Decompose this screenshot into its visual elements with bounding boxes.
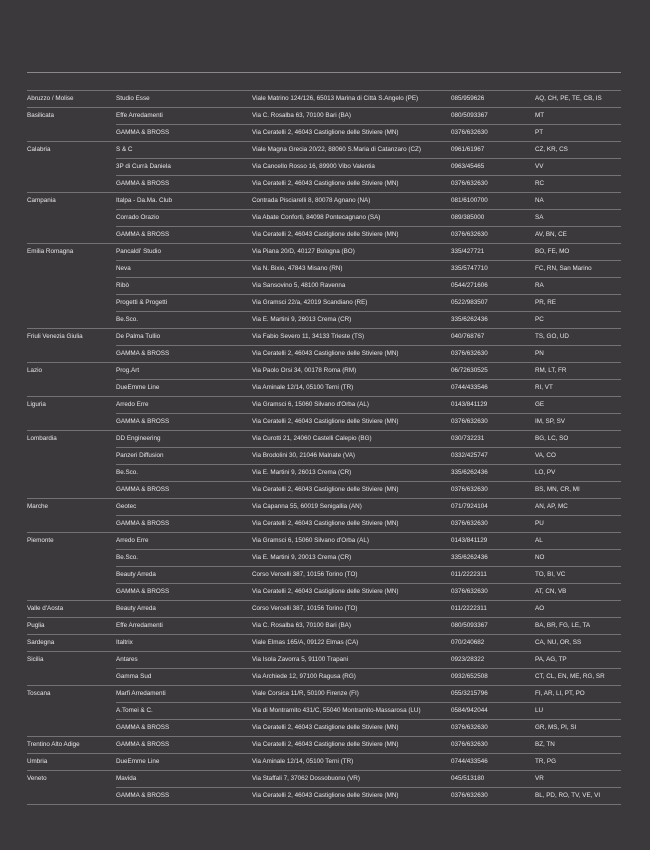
provinces-cell: BL, PD, RO, TV, VE, VI <box>535 788 621 805</box>
region-cell: Veneto <box>27 775 47 782</box>
region-cell <box>27 210 116 227</box>
dealer-name-cell: GAMMA & BROSS <box>116 346 252 363</box>
region-cell <box>27 550 116 567</box>
region-cell: Basilicata <box>27 112 54 119</box>
phone-cell: 335/6262436 <box>451 312 535 329</box>
phone-cell: 0376/632630 <box>451 516 535 533</box>
dealer-name-cell: A.Tomei & C. <box>116 703 252 720</box>
address-cell: Via Sansovino 5, 48100 Ravenna <box>252 278 451 295</box>
dealer-name-cell: Prog.Art <box>116 363 252 380</box>
region-cell: Lazio <box>27 367 43 374</box>
dealer-name-cell: GAMMA & BROSS <box>116 720 252 737</box>
region-cell: Campania <box>27 197 56 204</box>
provinces-cell: TS, GO, UD <box>535 329 621 346</box>
table-row <box>27 652 621 669</box>
phone-cell: 0376/632630 <box>451 346 535 363</box>
table-row <box>27 482 621 499</box>
region-cell <box>27 788 116 805</box>
table-row <box>27 618 621 635</box>
phone-cell: 335/6262436 <box>451 550 535 567</box>
phone-cell: 0744/433546 <box>451 754 535 771</box>
address-cell: Via Ceratelli 2, 46043 Castiglione delle Stiviere (MN) <box>252 516 451 533</box>
dealer-name-cell: Pancaldi' Studio <box>116 244 252 261</box>
phone-cell: 335/6262436 <box>451 465 535 482</box>
provinces-cell: VR <box>535 771 621 788</box>
dealer-name-cell: Effe Arredamenti <box>116 108 252 125</box>
region-cell <box>27 261 116 278</box>
phone-cell: 0744/433546 <box>451 380 535 397</box>
table-row <box>27 108 621 125</box>
dealer-name-cell: 3P di Currà Daniela <box>116 159 252 176</box>
dealer-table <box>27 90 621 805</box>
table-row <box>27 329 621 346</box>
dealer-table-body <box>27 91 621 805</box>
address-cell: Corso Vercelli 387, 10156 Torino (TO) <box>252 567 451 584</box>
region-cell: Puglia <box>27 618 116 635</box>
table-row <box>27 567 621 584</box>
region-cell: Marche <box>27 503 48 510</box>
dealer-name-cell: GAMMA & BROSS <box>116 414 252 431</box>
table-row <box>27 176 621 193</box>
provinces-cell: LU <box>535 703 621 720</box>
dealer-name-cell: GAMMA & BROSS <box>116 788 252 805</box>
phone-cell: 0376/632630 <box>451 788 535 805</box>
table-row <box>27 584 621 601</box>
provinces-cell: FI, AR, LI, PT, PO <box>535 686 621 703</box>
provinces-cell: NO <box>535 550 621 567</box>
table-row <box>27 125 621 142</box>
address-cell: Via C. Rosalba 63, 70100 Bari (BA) <box>252 108 451 125</box>
address-cell: Via Isola Zavorra 5, 91100 Trapani <box>252 652 451 669</box>
region-cell <box>27 584 116 601</box>
provinces-cell: PC <box>535 312 621 329</box>
phone-cell: 0376/632630 <box>451 737 535 754</box>
table-row <box>27 686 621 703</box>
region-cell: Piemonte <box>27 537 54 544</box>
address-cell: Viale Magna Grecia 20/22, 88060 S.Maria di Catanzaro (CZ) <box>252 142 451 159</box>
dealer-name-cell: Ribò <box>116 278 252 295</box>
table-row <box>27 193 621 210</box>
address-cell: Via Gramsci 6, 15060 Silvano d'Orba (AL) <box>252 397 451 414</box>
table-row <box>27 720 621 737</box>
provinces-cell: PR, RE <box>535 295 621 312</box>
table-row <box>27 91 621 108</box>
region-cell <box>27 465 116 482</box>
dealer-name-cell: Neva <box>116 261 252 278</box>
table-row <box>27 703 621 720</box>
region-cell: Sicilia <box>27 656 44 663</box>
address-cell: Via E. Martini 9, 20013 Crema (CR) <box>252 550 451 567</box>
region-cell: Friuli Venezia Giulia <box>27 333 83 340</box>
region-cell <box>27 227 116 244</box>
region-cell <box>27 312 116 329</box>
address-cell: Via E. Martini 9, 26013 Crema (CR) <box>252 312 451 329</box>
dealer-name-cell: Be.Sco. <box>116 550 252 567</box>
phone-cell: 085/959626 <box>451 91 535 108</box>
table-row <box>27 635 621 652</box>
phone-cell: 040/768767 <box>451 329 535 346</box>
table-row <box>27 159 621 176</box>
provinces-cell: RA <box>535 278 621 295</box>
dealer-name-cell: Gamma Sud <box>116 669 252 686</box>
table-row <box>27 380 621 397</box>
phone-cell: 0376/632630 <box>451 414 535 431</box>
dealer-name-cell: Mavida <box>116 771 252 788</box>
address-cell: Via Fabio Severo 11, 34133 Trieste (TS) <box>252 329 451 346</box>
dealer-name-cell: GAMMA & BROSS <box>116 227 252 244</box>
table-row <box>27 210 621 227</box>
region-cell: Lombardia <box>27 435 57 442</box>
provinces-cell: PT <box>535 125 621 142</box>
dealer-name-cell: Arredo Erre <box>116 533 252 550</box>
phone-cell: 071/7924104 <box>451 499 535 516</box>
address-cell: Via Staffali 7, 37062 Dossobuono (VR) <box>252 771 451 788</box>
provinces-cell: TO, BI, VC <box>535 567 621 584</box>
provinces-cell: LO, PV <box>535 465 621 482</box>
provinces-cell: PA, AG, TP <box>535 652 621 669</box>
address-cell: Via Gramsci 22/a, 42019 Scandiano (RE) <box>252 295 451 312</box>
table-row <box>27 669 621 686</box>
region-cell <box>27 346 116 363</box>
dealer-name-cell: Studio Esse <box>116 91 252 108</box>
provinces-cell: BO, FE, MO <box>535 244 621 261</box>
provinces-cell: AT, CN, VB <box>535 584 621 601</box>
phone-cell: 089/385000 <box>451 210 535 227</box>
dealer-name-cell: Be.Sco. <box>116 312 252 329</box>
address-cell: Via N. Bixio, 47843 Misano (RN) <box>252 261 451 278</box>
region-cell <box>27 567 116 584</box>
address-cell: Via Ceratelli 2, 46043 Castiglione delle Stiviere (MN) <box>252 125 451 142</box>
provinces-cell: CA, NU, OR, SS <box>535 635 621 652</box>
provinces-cell: PN <box>535 346 621 363</box>
phone-cell: 0963/45465 <box>451 159 535 176</box>
phone-cell: 080/5093367 <box>451 108 535 125</box>
provinces-cell: NA <box>535 193 621 210</box>
provinces-cell: TR, PG <box>535 754 621 771</box>
phone-cell: 0143/841129 <box>451 397 535 414</box>
region-cell: Calabria <box>27 146 51 153</box>
dealer-name-cell: GAMMA & BROSS <box>116 176 252 193</box>
address-cell: Via Piana 20/D, 40127 Bologna (BO) <box>252 244 451 261</box>
region-cell: Toscana <box>27 690 51 697</box>
table-row <box>27 448 621 465</box>
table-row <box>27 550 621 567</box>
region-cell: Emilia Romagna <box>27 248 74 255</box>
address-cell: Via Capanna 55, 60019 Senigallia (AN) <box>252 499 451 516</box>
phone-cell: 0961/61967 <box>451 142 535 159</box>
provinces-cell: GE <box>535 397 621 414</box>
address-cell: Via E. Martini 9, 26013 Crema (CR) <box>252 465 451 482</box>
phone-cell: 0544/271606 <box>451 278 535 295</box>
address-cell: Via Brodolini 30, 21046 Malnate (VA) <box>252 448 451 465</box>
table-row <box>27 346 621 363</box>
region-cell <box>27 414 116 431</box>
region-cell <box>27 380 116 397</box>
region-cell <box>27 669 116 686</box>
table-row <box>27 737 621 754</box>
table-row <box>27 533 621 550</box>
provinces-cell: AN, AP, MC <box>535 499 621 516</box>
phone-cell: 045/513180 <box>451 771 535 788</box>
provinces-cell: BZ, TN <box>535 737 621 754</box>
provinces-cell: RC <box>535 176 621 193</box>
region-cell <box>27 295 116 312</box>
region-cell <box>27 159 116 176</box>
address-cell: Via Abate Conforti, 84098 Pontecagnano (SA) <box>252 210 451 227</box>
dealer-name-cell: De Palma Tullio <box>116 329 252 346</box>
dealer-name-cell: GAMMA & BROSS <box>116 584 252 601</box>
phone-cell: 0332/425747 <box>451 448 535 465</box>
table-row <box>27 516 621 533</box>
table-row <box>27 295 621 312</box>
address-cell: Via Curotti 21, 24060 Castelli Calepio (BG) <box>252 431 451 448</box>
address-cell: Viale Elmas 165/A, 09122 Elmas (CA) <box>252 635 451 652</box>
provinces-cell: PU <box>535 516 621 533</box>
table-row <box>27 754 621 771</box>
provinces-cell: CZ, KR, CS <box>535 142 621 159</box>
region-cell: Sardegna <box>27 635 116 652</box>
dealer-name-cell: Antares <box>116 652 252 669</box>
region-cell <box>27 278 116 295</box>
top-divider <box>27 72 621 73</box>
table-row <box>27 771 621 788</box>
phone-cell: 0376/632630 <box>451 227 535 244</box>
phone-cell: 070/240682 <box>451 635 535 652</box>
provinces-cell: BS, MN, CR, MI <box>535 482 621 499</box>
region-cell <box>27 720 116 737</box>
address-cell: Contrada Pisciarelli 8, 80078 Agnano (NA) <box>252 193 451 210</box>
region-cell <box>27 176 116 193</box>
address-cell: Via Ceratelli 2, 46043 Castiglione delle Stiviere (MN) <box>252 227 451 244</box>
phone-cell: 0376/632630 <box>451 176 535 193</box>
dealer-name-cell: Be.Sco. <box>116 465 252 482</box>
table-row <box>27 261 621 278</box>
provinces-cell: AV, BN, CE <box>535 227 621 244</box>
address-cell: Via Ceratelli 2, 46043 Castiglione delle Stiviere (MN) <box>252 584 451 601</box>
region-cell <box>27 448 116 465</box>
phone-cell: 011/2222311 <box>451 567 535 584</box>
phone-cell: 0923/28322 <box>451 652 535 669</box>
table-row <box>27 788 621 805</box>
provinces-cell: AQ, CH, PE, TE, CB, IS <box>535 91 621 108</box>
dealer-name-cell: Effe Arredamenti <box>116 618 252 635</box>
table-row <box>27 601 621 618</box>
dealer-name-cell: Geotec <box>116 499 252 516</box>
region-cell: Trentino Alto Adige <box>27 737 116 754</box>
provinces-cell: SA <box>535 210 621 227</box>
dealer-name-cell: Marfi Arredamenti <box>116 686 252 703</box>
address-cell: Via di Montramito 431/C, 55040 Montramito-Massarosa (LU) <box>252 703 451 720</box>
provinces-cell: MT <box>535 108 621 125</box>
address-cell: Viale Matrino 124/126, 65013 Marina di Città S.Angelo (PE) <box>252 91 451 108</box>
address-cell: Via Paolo Orsi 34, 00178 Roma (RM) <box>252 363 451 380</box>
dealer-name-cell: Beauty Arreda <box>116 567 252 584</box>
dealer-name-cell: Italtrix <box>116 635 252 652</box>
region-cell <box>27 703 116 720</box>
table-row <box>27 499 621 516</box>
phone-cell: 0584/942044 <box>451 703 535 720</box>
provinces-cell: AL <box>535 533 621 550</box>
region-cell <box>27 482 116 499</box>
dealer-name-cell: GAMMA & BROSS <box>116 737 252 754</box>
address-cell: Via Ceratelli 2, 46043 Castiglione delle Stiviere (MN) <box>252 414 451 431</box>
provinces-cell: AO <box>535 601 621 618</box>
dealer-name-cell: Italpa - Da.Ma. Club <box>116 193 252 210</box>
table-row <box>27 414 621 431</box>
address-cell: Via C. Rosalba 63, 70100 Bari (BA) <box>252 618 451 635</box>
provinces-cell: GR, MS, PI, SI <box>535 720 621 737</box>
region-cell <box>27 516 116 533</box>
table-row <box>27 465 621 482</box>
region-cell: Liguria <box>27 401 46 408</box>
phone-cell: 081/6100700 <box>451 193 535 210</box>
provinces-cell: CT, CL, EN, ME, RG, SR <box>535 669 621 686</box>
address-cell: Via Ceratelli 2, 46043 Castiglione delle Stiviere (MN) <box>252 482 451 499</box>
phone-cell: 0143/841129 <box>451 533 535 550</box>
table-row <box>27 397 621 414</box>
dealer-name-cell: GAMMA & BROSS <box>116 516 252 533</box>
dealer-name-cell: GAMMA & BROSS <box>116 125 252 142</box>
dealer-name-cell: Panzeri Diffusion <box>116 448 252 465</box>
dealer-name-cell: Progetti & Progetti <box>116 295 252 312</box>
address-cell: Via Ceratelli 2, 46043 Castiglione delle Stiviere (MN) <box>252 346 451 363</box>
region-cell: Abruzzo / Molise <box>27 91 116 108</box>
dealer-name-cell: DD Engineering <box>116 431 252 448</box>
region-cell <box>27 125 116 142</box>
address-cell: Via Archiede 12, 97100 Ragusa (RG) <box>252 669 451 686</box>
phone-cell: 0376/632630 <box>451 482 535 499</box>
table-row <box>27 244 621 261</box>
address-cell: Via Ceratelli 2, 46043 Castiglione delle Stiviere (MN) <box>252 176 451 193</box>
region-cell: Valle d'Aosta <box>27 601 116 618</box>
provinces-cell: BA, BR, FG, LE, TA <box>535 618 621 635</box>
table-row <box>27 278 621 295</box>
address-cell: Via Gramsci 6, 15060 Silvano d'Orba (AL) <box>252 533 451 550</box>
address-cell: Via Aminale 12/14, 05100 Terni (TR) <box>252 380 451 397</box>
table-row <box>27 431 621 448</box>
dealer-name-cell: DueEmme Line <box>116 380 252 397</box>
table-row <box>27 142 621 159</box>
address-cell: Via Aminale 12/14, 05100 Terni (TR) <box>252 754 451 771</box>
dealer-name-cell: S & C <box>116 142 252 159</box>
address-cell: Via Ceratelli 2, 46043 Castiglione delle Stiviere (MN) <box>252 720 451 737</box>
provinces-cell: IM, SP, SV <box>535 414 621 431</box>
provinces-cell: FC, RN, San Marino <box>535 261 621 278</box>
phone-cell: 0376/632630 <box>451 125 535 142</box>
address-cell: Viale Corsica 11/R, 50100 Firenze (FI) <box>252 686 451 703</box>
phone-cell: 335/5747710 <box>451 261 535 278</box>
table-row <box>27 227 621 244</box>
provinces-cell: VA, CO <box>535 448 621 465</box>
table-row <box>27 312 621 329</box>
phone-cell: 055/3215796 <box>451 686 535 703</box>
dealer-name-cell: Beauty Arreda <box>116 601 252 618</box>
phone-cell: 0376/632630 <box>451 720 535 737</box>
phone-cell: 0932/652508 <box>451 669 535 686</box>
phone-cell: 06/72630525 <box>451 363 535 380</box>
address-cell: Via Cancello Rosso 16, 89900 Vibo Valentia <box>252 159 451 176</box>
address-cell: Via Ceratelli 2, 46043 Castiglione delle Stiviere (MN) <box>252 788 451 805</box>
address-cell: Via Ceratelli 2, 46043 Castiglione delle Stiviere (MN) <box>252 737 451 754</box>
provinces-cell: RM, LT, FR <box>535 363 621 380</box>
phone-cell: 080/5093367 <box>451 618 535 635</box>
dealer-name-cell: GAMMA & BROSS <box>116 482 252 499</box>
dealer-name-cell: DueEmme Line <box>116 754 252 771</box>
phone-cell: 030/732231 <box>451 431 535 448</box>
phone-cell: 011/2222311 <box>451 601 535 618</box>
dealer-name-cell: Corrado Orazio <box>116 210 252 227</box>
provinces-cell: BG, LC, SO <box>535 431 621 448</box>
phone-cell: 0376/632630 <box>451 584 535 601</box>
provinces-cell: RI, VT <box>535 380 621 397</box>
phone-cell: 0522/983507 <box>451 295 535 312</box>
provinces-cell: VV <box>535 159 621 176</box>
phone-cell: 335/427721 <box>451 244 535 261</box>
address-cell: Corso Vercelli 387, 10156 Torino (TO) <box>252 601 451 618</box>
dealer-name-cell: Arredo Erre <box>116 397 252 414</box>
table-row <box>27 363 621 380</box>
region-cell: Umbria <box>27 754 116 771</box>
